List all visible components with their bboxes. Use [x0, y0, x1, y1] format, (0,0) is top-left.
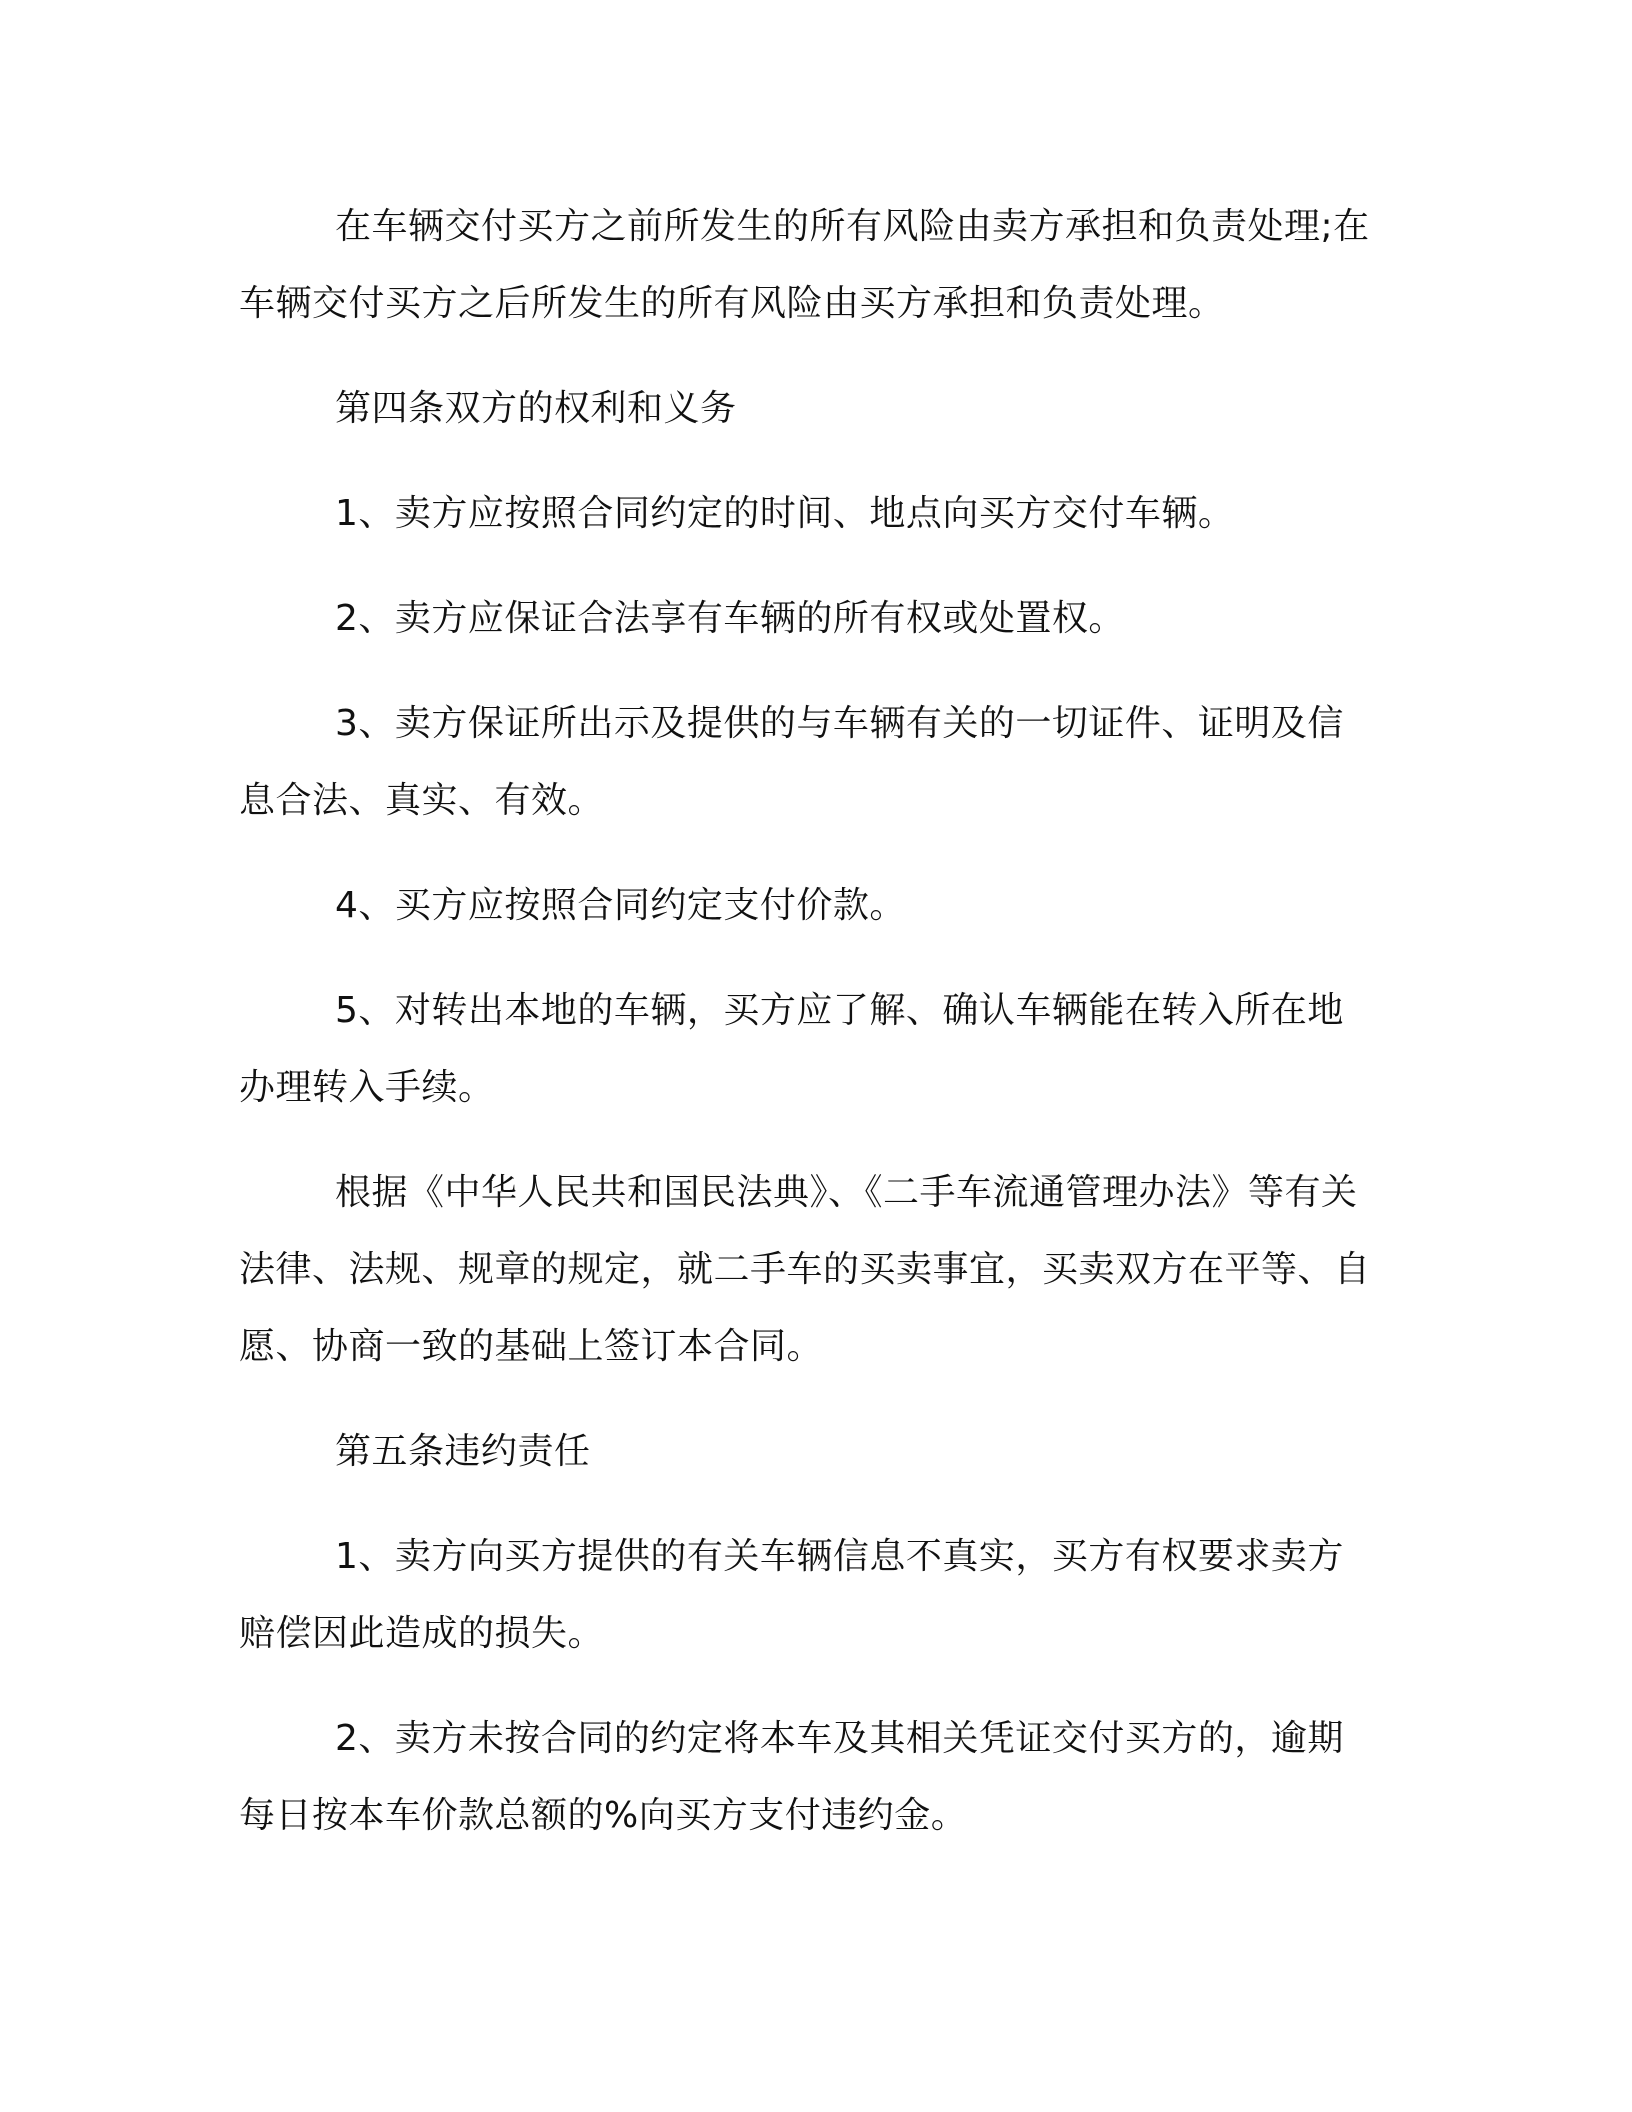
article-5-item-1: 1、卖方向买方提供的有关车辆信息不真实，买方有权要求卖方赔偿因此造成的损失。: [239, 1536, 1344, 1654]
article-5-item-2: 2、卖方未按合同的约定将本车及其相关凭证交付买方的，逾期每日按本车价款总额的%向买方支付违约金。: [239, 1718, 1344, 1836]
article-4-item-4: 4、买方应按照合同约定支付价款。: [335, 885, 906, 926]
article-4-item-3: 3、卖方保证所出示及提供的与车辆有关的一切证件、证明及信息合法、真实、有效。: [239, 703, 1344, 821]
legal-basis-paragraph: 根据《中华人民共和国民法典》、《二手车流通管理办法》等有关法律、法规、规章的规定，就二手车的买卖事宜，买卖双方在平等、自愿、协商一致的基础上签订本合同。: [239, 1172, 1371, 1367]
document-body: [239, 188, 1377, 1854]
article-4-item-5: 5、对转出本地的车辆，买方应了解、确认车辆能在转入所在地办理转入手续。: [239, 990, 1344, 1108]
risk-paragraph: 在车辆交付买方之前所发生的所有风险由卖方承担和负责处理;在车辆交付买方之后所发生的所有风险由买方承担和负责处理。: [239, 206, 1370, 324]
article-5-heading: 第五条违约责任: [335, 1431, 591, 1472]
article-4-heading: 第四条双方的权利和义务: [335, 388, 737, 429]
article-4-item-2: 2、卖方应保证合法享有车辆的所有权或处置权。: [335, 598, 1125, 639]
article-4-item-1: 1、卖方应按照合同约定的时间、地点向买方交付车辆。: [335, 493, 1235, 534]
